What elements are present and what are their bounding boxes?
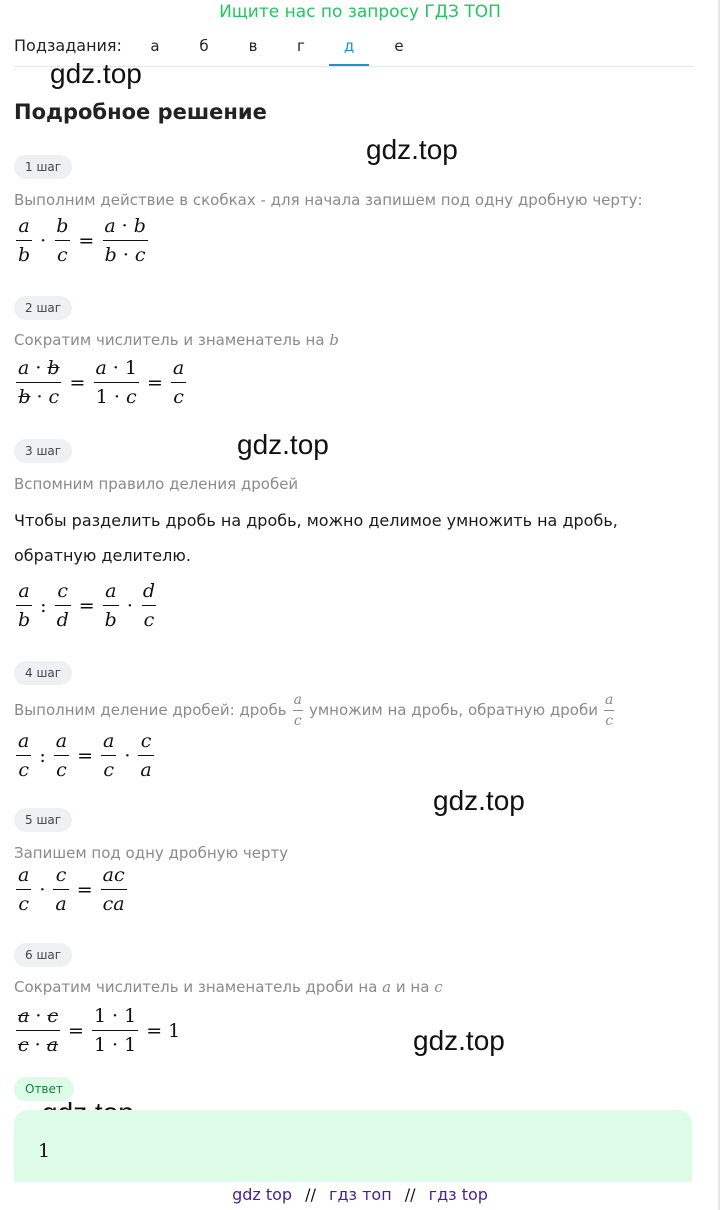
answer-box [14, 1110, 692, 1182]
rule-text-line-2: обратную делителю. [14, 546, 191, 565]
step-2-formula: $\frac{a \cdot b}{b \cdot c}$ = $\frac{a \cdot 1}{1 \cdot c}$ = $\frac{a}{c}$ [18, 357, 185, 408]
watermark: gdz.top [433, 785, 525, 816]
subtask-tab-b[interactable]: б [199, 37, 209, 55]
step-1-text: Выполним действие в скобках - для начала запишем под одну дробную черту: [14, 191, 643, 209]
footer-link[interactable]: gdz top [232, 1185, 293, 1204]
step-5-formula: $\frac{a}{c}$ · $\frac{c}{a}$ = $\frac{ac}{ca}$ [18, 864, 125, 915]
subtask-tab-e[interactable]: е [394, 37, 404, 55]
watermark: gdz.top [50, 58, 142, 89]
step-3-badge: 3 шаг [14, 439, 72, 463]
rule-text-line-1: Чтобы разделить дробь на дробь, можно делимое умножить на дробь, [14, 511, 618, 530]
subtask-tab-v[interactable]: в [248, 37, 258, 55]
footer-links [0, 1184, 720, 1206]
watermark: gdz.top [413, 1025, 505, 1056]
watermark: gdz.top [366, 134, 458, 165]
subtask-tab-g[interactable]: г [297, 37, 305, 55]
step-4-formula: $\frac{a}{c}$ : $\frac{a}{c}$ = $\frac{a}{c}$ · $\frac{c}{a}$ [18, 730, 152, 781]
step-2-badge: 2 шаг [14, 296, 72, 320]
step-6-formula: $\frac{a \cdot c}{c \cdot a}$ = $\frac{1 \cdot 1}{1 \cdot 1}$ = 1 [18, 1005, 181, 1056]
step-6-badge: 6 шаг [14, 943, 72, 967]
footer-separator: // [305, 1185, 316, 1204]
subtask-tab-d[interactable]: д [329, 36, 369, 56]
section-title: Подробное решение [14, 100, 267, 124]
step-2-text: Сократим числитель и знаменатель на b [14, 331, 339, 349]
search-banner: Ищите нас по запросу ГДЗ ТОП [219, 2, 501, 22]
watermark: gdz.top [237, 429, 329, 460]
subtask-tab-a[interactable]: а [150, 37, 160, 55]
answer-value: 1 [38, 1140, 51, 1162]
step-3-formula: $\frac{a}{b}$ : $\frac{c}{d}$ = $\frac{a}{b}$ · $\frac{d}{c}$ [18, 580, 156, 631]
footer-separator: // [404, 1185, 416, 1204]
step-1-formula: $\frac{a}{b}$ · $\frac{b}{c}$ = $\frac{a \cdot b}{b \cdot c}$ [18, 215, 146, 266]
step-1-badge: 1 шаг [14, 155, 72, 179]
step-4-badge: 4 шаг [14, 661, 72, 685]
footer-link[interactable]: гдз топ [329, 1185, 392, 1204]
step-3-text: Вспомним правило деления дробей [14, 475, 299, 493]
step-5-text: Запишем под одну дробную черту [14, 844, 289, 862]
step-5-badge: 5 шаг [14, 808, 72, 832]
footer-link[interactable]: гдз top [428, 1185, 488, 1204]
answer-badge: Ответ [14, 1077, 74, 1101]
subtasks-label: Подзадания: [14, 36, 122, 55]
step-4-text: Выполним деление дробей: дробь $\frac{a}{c}$ умножим на дробь, обратную дроби $\frac{a}{c}$ [14, 691, 614, 729]
step-6-text: Сократим числитель и знаменатель дроби на a и на c [14, 978, 443, 996]
